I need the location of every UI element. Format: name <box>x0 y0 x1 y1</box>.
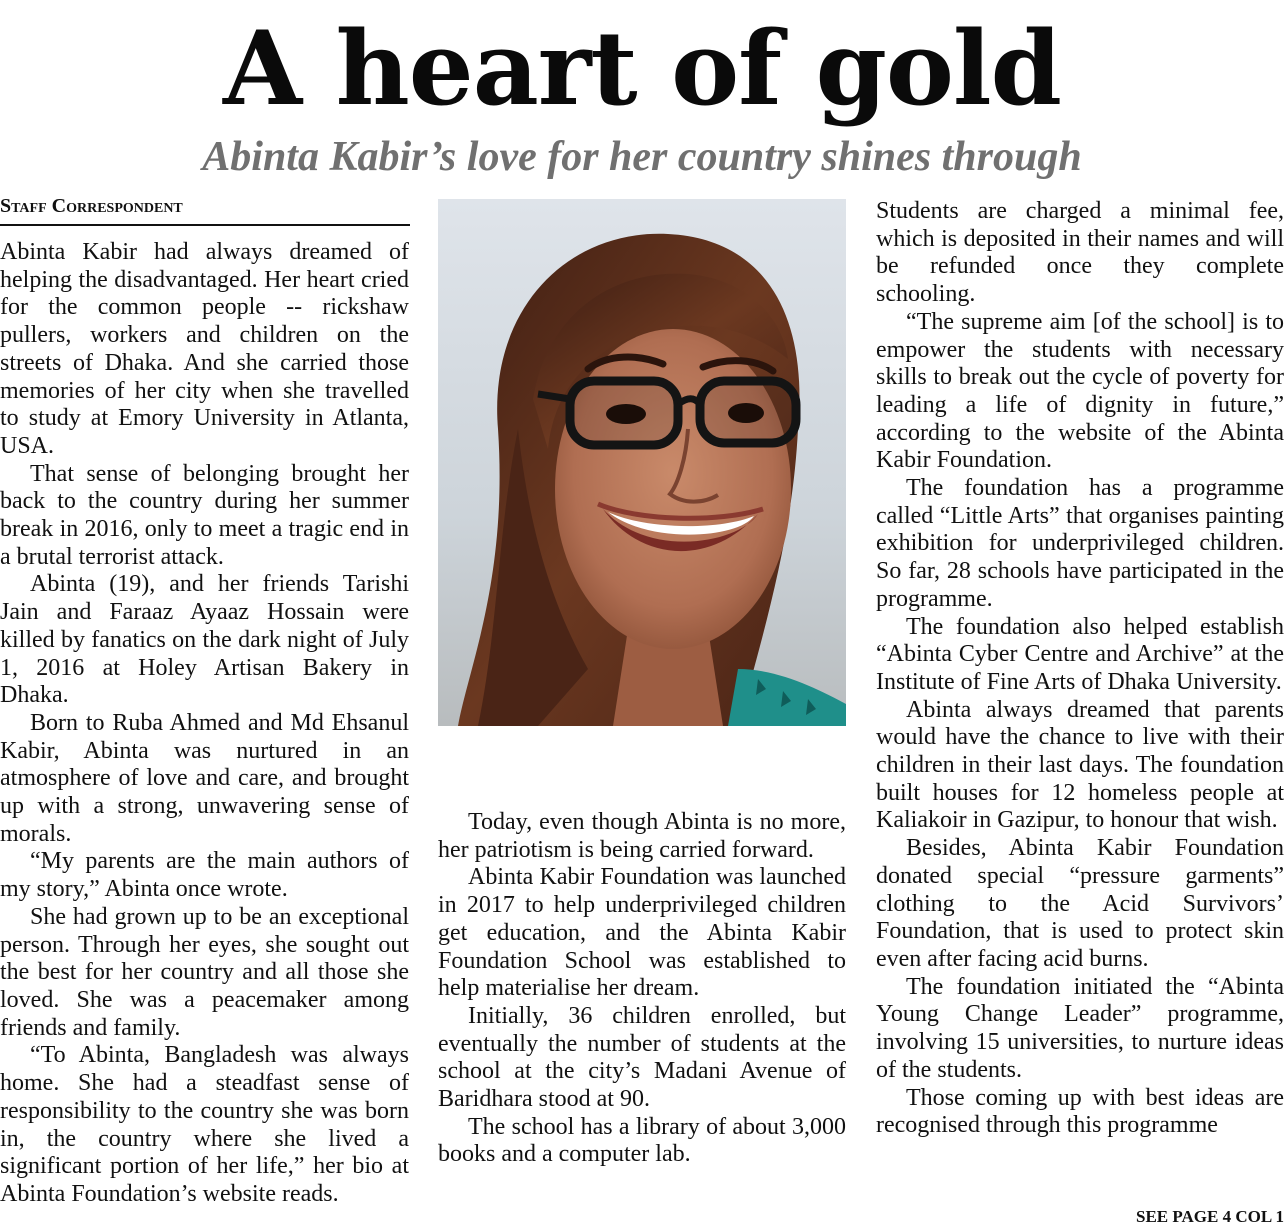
paragraph: Abinta always dreamed that parents would have the chance to live with their children in their last days. The foundation built houses for 12 homeless people at Kaliakoir in Gazipur, to honour that wish. <box>876 696 1284 834</box>
paragraph: Those coming up with best ideas are recognised through this programme <box>876 1084 1284 1139</box>
paragraph: Born to Ruba Ahmed and Md Ehsanul Kabir, Abinta was nurtured in an atmosphere of love and care, and brought up with a strong, unwavering sense of morals. <box>0 709 409 847</box>
portrait-photo <box>438 199 846 726</box>
article-column-3 <box>876 198 1284 1202</box>
paragraph: She had grown up to be an exceptional person. Through her eyes, she sought out the best for her country and all those she loved. She was a peacemaker among friends and family. <box>0 903 409 1041</box>
paragraph: Today, even though Abinta is no more, her patriotism is being carried forward. <box>438 809 846 863</box>
paragraph: Abinta Kabir Foundation was launched in 2017 to help underprivileged children get education, and the Abinta Kabir Foundation School was established to help materialise her dream. <box>438 864 846 1002</box>
paragraph: That sense of belonging brought her back to the country during her summer break in 2016, only to meet a tragic end in a brutal terrorist attack. <box>0 460 409 570</box>
paragraph: Abinta (19), and her friends Tarishi Jain and Faraaz Ayaaz Hossain were killed by fanatics on the dark night of July 1, 2016 at Holey Artisan Bakery in Dhaka. <box>0 571 409 709</box>
continued-jump-line[interactable]: SEE PAGE 4 COL 1 <box>1136 1207 1284 1226</box>
paragraph: “To Abinta, Bangladesh was always home. She had a steadfast sense of responsibility to the country she was born in, the country where she lived a significant portion of her life,” her bio at Abinta Foundation’s website reads. <box>0 1042 409 1207</box>
paragraph: The school has a library of about 3,000 books and a computer lab. <box>438 1113 846 1168</box>
byline: Staff Correspondent <box>0 194 410 226</box>
paragraph: The foundation initiated the “Abinta Young Change Leader” programme, involving 15 universities, to nurture ideas of the students. <box>876 973 1284 1083</box>
headline: A heart of gold <box>222 9 1061 129</box>
paragraph: Students are charged a minimal fee, which is deposited in their names and will be refunded once they complete schooling. <box>876 198 1284 308</box>
paragraph: “The supreme aim [of the school] is to empower the students with necessary skills to break out the cycle of poverty for leading a life of dignity in future,” according to the website of the Abinta Kabir Foundation. <box>876 308 1284 474</box>
paragraph: The foundation has a programme called “Little Arts” that organises painting exhibition for underprivileged children. So far, 28 schools have participated in the programme. <box>876 475 1284 612</box>
paragraph: Abinta Kabir had always dreamed of helping the disadvantaged. Her heart cried for the common people -- rickshaw pullers, workers and children on the streets of Dhaka. And she carried those memories of her city when she travelled to study at Emory University in Atlanta, USA. <box>0 239 409 459</box>
paragraph: The foundation also helped establish “Abinta Cyber Centre and Archive” at the Institute of Fine Arts of Dhaka University. <box>876 613 1284 695</box>
paragraph: Besides, Abinta Kabir Foundation donated special “pressure garments” clothing to the Acid Survivors’ Foundation, that is used to protect skin even after facing acid burns. <box>876 835 1284 972</box>
paragraph: “My parents are the main authors of my story,” Abinta once wrote. <box>0 848 409 903</box>
article-column-2 <box>438 809 846 1232</box>
article-column-1 <box>0 239 409 1232</box>
portrait-photo-icon <box>438 199 846 726</box>
subheadline: Abinta Kabir’s love for her country shines through <box>202 134 1082 180</box>
paragraph: Initially, 36 children enrolled, but eventually the number of students at the school at the city’s Madani Avenue of Baridhara stood at 90. <box>438 1002 846 1113</box>
